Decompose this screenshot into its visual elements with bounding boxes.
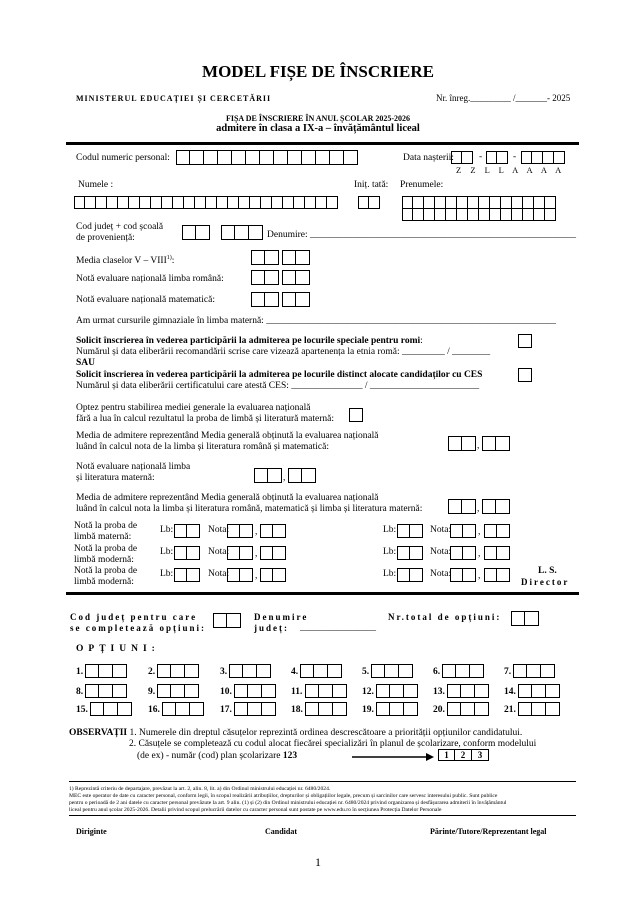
option-number: 11. — [291, 687, 303, 697]
birth-format-hint: Z Z L L A A A A — [456, 165, 563, 175]
birth-month-field[interactable] — [486, 151, 508, 164]
option-field-1[interactable] — [85, 664, 127, 678]
nota-label: Nota: — [208, 525, 230, 535]
ces-checkbox[interactable] — [518, 368, 532, 382]
proba-lm-label-2: limbă maternă: — [74, 532, 132, 542]
ces-certificate[interactable]: Numărul și data eliberării certificatului care atestă CES: _______________ / _______________________ — [76, 381, 480, 391]
media-adm1-label: Media de admitere reprezentând Media generală obținută la evaluarea națională — [76, 431, 379, 441]
option-number: 5. — [362, 667, 370, 677]
proba-mod2-label: Notă la proba de — [74, 566, 138, 576]
example-digit: 2 — [455, 749, 472, 761]
comma: , — [478, 571, 481, 581]
media-5-8-dec[interactable] — [282, 250, 310, 265]
nota-label: Nota: — [430, 569, 452, 579]
option-field-11[interactable] — [305, 684, 347, 698]
lb-label: Lb: — [160, 525, 174, 535]
total-options-label: Nr.total de opțiuni: — [388, 612, 502, 622]
proba-mod-grade-dec-1[interactable] — [260, 546, 286, 560]
option-field-9[interactable] — [157, 684, 199, 698]
nota-romana-label: Notă evaluare națională limba română: — [76, 274, 224, 284]
option-number: 19. — [362, 705, 374, 715]
school-name-field[interactable]: Denumire: ________________________________________________________ — [267, 230, 577, 240]
nota-lm-int[interactable] — [254, 468, 282, 483]
option-number: 9. — [148, 687, 156, 697]
option-field-6[interactable] — [442, 664, 484, 678]
lb-label: Lb: — [160, 547, 174, 557]
nota-matematica-dec[interactable] — [282, 292, 310, 307]
mother-tongue-field[interactable]: Am urmat cursurile gimnaziale în limba maternă: _____________________________________________________________ — [76, 316, 556, 326]
footnote: liceal pentru anul școlar 2025-2026. Detalii privind scopul prelucrării datelor cu caracter personal sunt postate pe www.edu.ro în secțiunea Protecția Datelor Personale — [69, 807, 442, 813]
optez-checkbox[interactable] — [349, 408, 363, 422]
proba-mod-language-field-1[interactable] — [174, 546, 200, 560]
proba-mod2-language-field-1[interactable] — [174, 568, 200, 582]
option-field-15[interactable] — [90, 702, 132, 716]
example-code-box — [438, 749, 489, 761]
lb-label: Lb: — [383, 525, 397, 535]
proba-lm-language-field-1[interactable] — [174, 524, 200, 538]
nota-matematica-int[interactable] — [251, 292, 279, 307]
nota-label: Nota: — [430, 547, 452, 557]
sau-label: SAU — [76, 358, 96, 368]
nota-romana-int[interactable] — [251, 270, 279, 285]
option-number: 2. — [148, 667, 156, 677]
option-number: 17. — [220, 705, 232, 715]
proba-lm-language-field-2[interactable] — [397, 524, 423, 538]
ces-request: Solicit înscrierea în vederea participării la admiterea pe locurile distinct alocate candidaților cu CES — [76, 370, 483, 380]
county-name-label-2: județ: — [254, 623, 289, 633]
comma: , — [255, 527, 258, 537]
media-adm1-dec[interactable] — [482, 436, 510, 451]
proba-lm-grade-dec-2[interactable] — [484, 524, 510, 538]
media-adm2-dec[interactable] — [482, 499, 510, 514]
lb-label: Lb: — [383, 547, 397, 557]
proba-mod-language-field-2[interactable] — [397, 546, 423, 560]
birth-date-label: Data nașterii: — [403, 153, 454, 163]
option-field-20[interactable] — [447, 702, 489, 716]
footnote-divider — [69, 781, 576, 782]
option-field-2[interactable] — [157, 664, 199, 678]
observations: OBSERVAȚII 1. Numerele din dreptul căsuțelor reprezintă ordinea descrescătoare a priorității opțiunilor candidatului. — [69, 728, 523, 738]
option-number: 10. — [220, 687, 232, 697]
option-number: 15. — [76, 705, 88, 715]
cnp-field[interactable] — [176, 150, 358, 165]
media-adm2-label-2: luând în calcul nota la limba și literatura română, matematică și limba și literatura maternă: — [76, 504, 423, 514]
proba-mod2-grade-dec-1[interactable] — [260, 568, 286, 582]
footnote: pentru o perioadă de 2 ani datele cu caracter personal prevăzute la art. 9 alin. (1) și (2) din Ordinul ministrului educației nr. 6480/2024 privind organizarea și desfășurarea admiterii în învățământul — [69, 800, 507, 806]
option-field-14[interactable] — [518, 684, 560, 698]
option-field-4[interactable] — [300, 664, 342, 678]
arrow-icon — [352, 752, 434, 762]
nota-label: Nota: — [208, 547, 230, 557]
option-field-7[interactable] — [513, 664, 555, 678]
option-number: 14. — [504, 687, 516, 697]
cnp-label: Codul numeric personal: — [76, 153, 170, 163]
option-number: 20. — [433, 705, 445, 715]
option-number: 13. — [433, 687, 445, 697]
birth-day-field[interactable] — [451, 151, 473, 164]
roma-checkbox[interactable] — [518, 334, 532, 348]
ministry-name: MINISTERUL EDUCAȚIEI ȘI CERCETĂRII — [76, 94, 272, 103]
media-5-8-int[interactable] — [251, 250, 279, 265]
surname-label: Numele : — [78, 180, 114, 190]
option-field-12[interactable] — [376, 684, 418, 698]
nota-lm-label: Notă evaluare națională limba — [76, 462, 191, 472]
option-field-13[interactable] — [447, 684, 489, 698]
option-number: 6. — [433, 667, 441, 677]
option-field-19[interactable] — [376, 702, 418, 716]
roma-recommendation[interactable]: Numărul și data eliberării recomandării scrise care vizează apartenența la etnia romă: _________ / ________ — [76, 347, 491, 357]
roma-request: Solicit înscrierea în vederea participării la admiterea pe locurile speciale pentru romi: — [76, 336, 423, 346]
form-subtitle-2: admitere în clasa a IX-a – învățământul liceal — [216, 123, 420, 134]
father-initial-label: Iniț. tată: — [354, 180, 389, 190]
signature-diriginte: Diriginte — [76, 827, 107, 836]
option-number: 18. — [291, 705, 303, 715]
proba-mod2-grade-dec-2[interactable] — [484, 568, 510, 582]
option-field-8[interactable] — [85, 684, 127, 698]
option-field-21[interactable] — [518, 702, 560, 716]
proba-lm-grade-dec-1[interactable] — [260, 524, 286, 538]
comma: , — [283, 473, 286, 483]
nota-label: Nota: — [208, 569, 230, 579]
birth-year-field[interactable] — [521, 151, 565, 164]
county-code-label: Cod județ pentru care — [70, 612, 198, 622]
total-options-field[interactable] — [511, 611, 539, 626]
county-name-field[interactable]: ________________ — [300, 623, 376, 633]
proba-mod-grade-int-2[interactable] — [450, 546, 476, 560]
nota-romana-dec[interactable] — [282, 270, 310, 285]
option-number: 16. — [148, 705, 160, 715]
footnote: MEC este operator de date cu caracter personal, conform legii, în scopul realizării atribuțiilor, drepturilor și obligațiilor legale, precum și sarcinilor care servesc interesului public. Sunt publice — [69, 793, 498, 799]
optez-label-2: fără a lua în calcul rezultatul la proba de limbă și literatură maternă: — [76, 414, 334, 424]
proba-mod-label-2: limbă modernă: — [74, 555, 134, 565]
option-number: 12. — [362, 687, 374, 697]
optez-label: Optez pentru stabilirea mediei generale la evaluarea națională — [76, 403, 311, 413]
example-digit: 1 — [438, 749, 455, 761]
observation-2: 2. Căsuțele se completează cu codul alocat fiecărei specializări în planul de școlarizare, conform modelului — [129, 739, 537, 749]
first-name-field-row2[interactable] — [402, 208, 556, 221]
county-name-label: Denumire — [254, 612, 309, 622]
nota-lm-dec[interactable] — [288, 468, 316, 483]
footnote-divider — [69, 815, 576, 816]
middle-divider — [66, 592, 579, 595]
proba-mod-grade-dec-2[interactable] — [484, 546, 510, 560]
option-number: 7. — [504, 667, 512, 677]
option-number: 3. — [220, 667, 228, 677]
comma: , — [255, 549, 258, 559]
form-subtitle: FIȘA DE ÎNSCRIERE ÎN ANUL ȘCOLAR 2025-2026 — [225, 114, 411, 123]
proba-mod-grade-int-1[interactable] — [227, 546, 253, 560]
father-initial-field[interactable] — [358, 196, 380, 209]
option-field-18[interactable] — [305, 702, 347, 716]
comma: , — [477, 441, 480, 451]
proba-lm-grade-int-1[interactable] — [227, 524, 253, 538]
option-number: 4. — [291, 667, 299, 677]
director-label: Director — [521, 577, 570, 587]
media-adm2-label: Media de admitere reprezentând Media generală obținută la evaluarea națională — [76, 493, 379, 503]
county-code-label-2: se completează opțiuni: — [70, 623, 206, 633]
media-5-8-label: Media claselor V – VIII$^{1)}$: — [76, 255, 175, 267]
observation-3: (de ex) - număr (cod) plan școlarizare 123 — [137, 751, 298, 761]
lb-label: Lb: — [383, 569, 397, 579]
signature-candidat: Candidat — [265, 827, 298, 836]
signature-parinte: Părinte/Tutore/Reprezentant legal — [430, 827, 547, 836]
option-number: 1. — [76, 667, 84, 677]
school-code-field[interactable] — [221, 225, 263, 240]
proba-mod2-grade-int-2[interactable] — [450, 568, 476, 582]
comma: , — [478, 549, 481, 559]
proba-mod-label: Notă la proba de — [74, 544, 138, 554]
options-heading: OPȚIUNI: — [76, 644, 160, 654]
page-number: 1 — [315, 855, 321, 869]
school-code-label: Cod județ + cod școală — [76, 222, 164, 232]
county-code-field[interactable] — [182, 225, 210, 240]
nota-label: Nota: — [430, 525, 452, 535]
proba-mod2-grade-int-1[interactable] — [227, 568, 253, 582]
proba-mod2-label-2: limbă modernă: — [74, 577, 134, 587]
first-name-label: Prenumele: — [400, 180, 444, 190]
comma: , — [478, 527, 481, 537]
page-title: MODEL FIȘE DE ÎNSCRIERE — [202, 62, 434, 81]
comma: , — [255, 571, 258, 581]
ls-label: L. S. — [538, 566, 557, 576]
proba-lm-label: Notă la proba de — [74, 521, 138, 531]
media-adm1-label-2: luând în calcul nota de la limba și literatura română și matematică: — [76, 442, 329, 452]
media-adm2-int[interactable] — [448, 499, 476, 514]
media-adm1-int[interactable] — [448, 436, 476, 451]
registration-number: Nr. înreg._________ /_______- 2025 — [436, 93, 571, 103]
nota-lm-label-2: și literatura maternă: — [76, 473, 155, 483]
dash: - — [479, 152, 483, 162]
option-number: 8. — [76, 687, 84, 697]
option-field-10[interactable] — [234, 684, 276, 698]
option-field-3[interactable] — [229, 664, 271, 678]
footnote: 1) Reprezintă criteriu de departajare, prevăzut la art. 2, alin. 8, lit. a) din Ordinul ministrului educației nr. 6480/2024. — [69, 786, 331, 792]
lb-label: Lb: — [160, 569, 174, 579]
school-code-label-2: de proveniență: — [76, 233, 135, 243]
option-field-16[interactable] — [162, 702, 204, 716]
example-digit: 3 — [472, 749, 489, 761]
county-code-options-field[interactable] — [213, 613, 241, 628]
nota-matematica-label: Notă evaluare națională matematică: — [76, 295, 215, 305]
surname-field[interactable] — [74, 196, 338, 209]
comma: , — [477, 504, 480, 514]
option-number: 21. — [504, 705, 516, 715]
top-divider — [66, 142, 579, 145]
option-field-17[interactable] — [234, 702, 276, 716]
option-field-5[interactable] — [371, 664, 413, 678]
proba-lm-grade-int-2[interactable] — [450, 524, 476, 538]
dash: - — [513, 152, 517, 162]
proba-mod2-language-field-2[interactable] — [397, 568, 423, 582]
